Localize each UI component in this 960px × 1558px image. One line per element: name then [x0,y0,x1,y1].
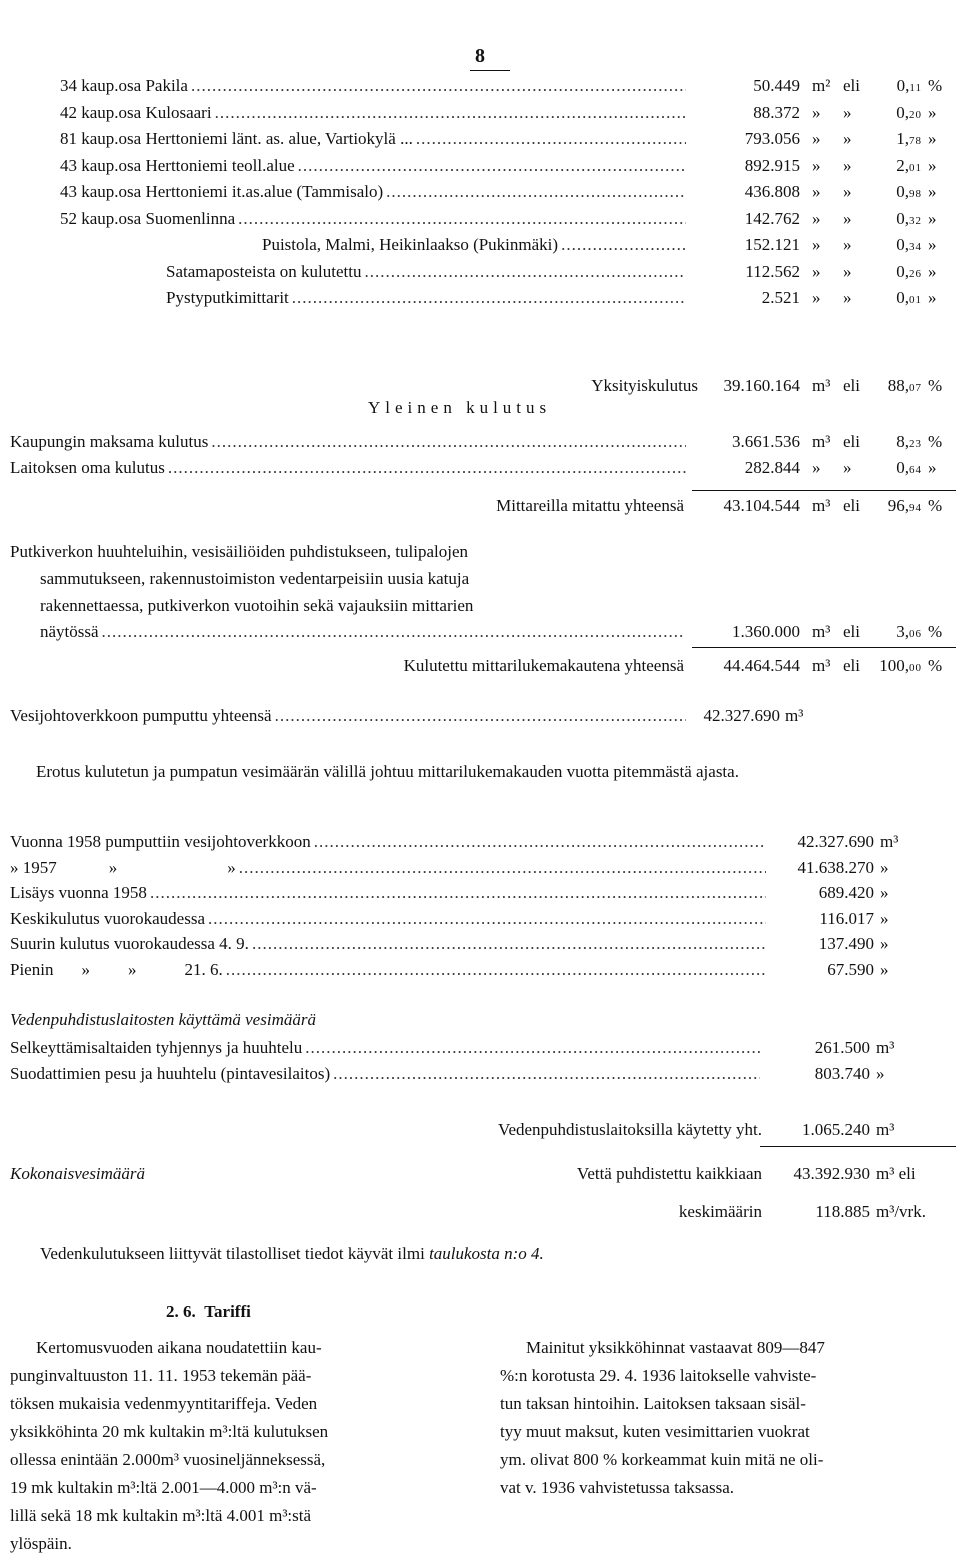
total-water-unit: m³ eli [876,1164,916,1183]
districts-label: Satamaposteista on kulutettu ..... [166,262,686,284]
districts-label: 52 kaup.osa Suomenlinna ..... [60,209,686,231]
general-eli: » [843,458,852,477]
districts-suffix: » [928,235,937,254]
purification-value: 803.740 [814,1064,870,1083]
private-total-value: 39.160.164 [723,376,800,395]
purification-total-rule [760,1146,956,1147]
general-eli: eli [843,432,860,451]
districts-unit: » [812,102,821,122]
general-value: 282.844 [744,458,800,477]
districts-unit: » [812,129,821,148]
districts-percent: 2,01 [896,155,922,175]
districts-value: 892.915 [744,155,800,175]
consumed-total-rule [692,647,956,648]
districts-value: 50.449 [753,76,800,95]
tariff-text-line: vat v. 1936 vahvistetussa taksassa. [500,1478,735,1497]
metered-total-label: Mittareilla mitattu yhteensä [496,496,684,515]
districts-label: Pystyputkimittarit ..... [166,288,686,310]
districts-eli: » [843,102,852,122]
metered-total-eli: eli [843,496,860,515]
tariff-text-line: Kertomusvuoden aikana noudatettiin kau- [36,1338,322,1357]
districts-unit: » [812,261,821,281]
general-unit: » [812,458,821,477]
yearly-label: Suurin kulutus vuorokaudessa 4. 9. ..... [10,934,766,956]
flushing-line-2: sammutukseen, rakennustoimiston vedentarpeisiin uusia katuja [40,569,470,588]
tariff-text-line: 19 mk kultakin m³:ltä 2.001—4.000 m³:n vä- [10,1478,317,1497]
metered-total-unit: m³ [812,496,831,515]
purification-heading: Vedenpuhdistuslaitosten käyttämä vesimäärä [10,1010,316,1029]
purification-label: Selkeyttämisaltaiden tyhjennys ja huuhtelu ..... [10,1038,760,1060]
flushing-percent: 3,06 [896,622,922,641]
districts-value: 142.762 [744,208,800,228]
purification-unit: m³ [876,1038,895,1057]
tariff-text-line: ollessa enintään 2.000m³ vuosineljänneksessä, [10,1450,326,1469]
tariff-left-column [10,1334,470,1558]
tariff-text-line: ylöspäin. [10,1534,72,1553]
pumped-value: 42.327.690 [703,706,780,725]
tariff-text-line: punginvaltuuston 11. 11. 1953 tekemän pää- [10,1366,312,1385]
districts-eli: » [843,129,852,148]
districts-value: 88.372 [753,102,800,122]
purification-value: 261.500 [814,1038,870,1057]
districts-percent: 0,98 [896,182,922,201]
districts-label: 43 kaup.osa Herttoniemi it.as.alue (Tammisalo) ..... [60,182,686,204]
yearly-label: Lisäys vuonna 1958 ..... [10,883,766,905]
districts-label: 42 kaup.osa Kulosaari ..... [60,103,686,125]
districts-suffix: » [928,208,937,228]
districts-percent: 0,26 [896,261,922,281]
districts-suffix: % [928,76,943,95]
purification-label: Suodattimien pesu ja huuhtelu (pintavesilaitos) ..... [10,1064,760,1086]
districts-value: 436.808 [744,182,800,201]
districts-label: 34 kaup.osa Pakila ..... [60,76,686,98]
consumed-total-label: Kulutettu mittarilukemakautena yhteensä [403,656,684,675]
purification-total-label: Vedenpuhdistuslaitoksilla käytetty yht. [498,1120,762,1139]
yearly-label: » 1957 » » ..... [10,858,766,880]
page-number: 8 [475,45,485,67]
districts-eli: » [843,208,852,228]
districts-percent: 0,20 [896,102,922,122]
yearly-value: 116.017 [819,908,874,928]
general-unit: m³ [812,432,831,451]
general-consumption-heading: Yleinen kulutus [368,398,552,417]
districts-value: 152.121 [744,235,800,254]
districts-suffix: » [928,288,937,307]
general-value: 3.661.536 [732,432,800,451]
yearly-unit: m³ [880,832,899,851]
districts-percent: 0,11 [896,76,922,95]
yearly-value: 137.490 [818,934,874,953]
purification-total-unit: m³ [876,1120,895,1139]
districts-suffix: » [928,182,937,201]
general-percent: 0,64 [896,458,922,477]
consumed-total-percent: 100,00 [879,656,922,675]
districts-value: 112.562 [745,261,800,281]
flushing-eli: eli [843,622,860,641]
districts-label: 81 kaup.osa Herttoniemi länt. as. alue, Vartiokylä ... ..... [60,129,686,151]
difference-paragraph: Erotus kulutetun ja pumpatun vesimäärän välillä johtuu mittarilukemakauden vuotta pitemmästä ajasta. [36,762,739,781]
total-water-line-label: Vettä puhdistettu kaikkiaan [576,1164,762,1183]
districts-eli: » [843,182,852,201]
yearly-unit: » [880,883,889,902]
districts-unit: » [812,182,821,201]
average-value: 118.885 [815,1202,870,1221]
page-number-rule [470,70,510,71]
districts-eli: » [843,235,852,254]
flushing-unit: m³ [812,622,831,641]
districts-percent: 1,78 [896,129,922,148]
tariff-text-line: yksikköhinta 20 mk kultakin m³:ltä kulutuksen [10,1422,329,1441]
districts-eli: eli [843,76,860,95]
districts-eli: » [843,288,852,307]
yearly-unit: » [880,934,889,953]
general-percent: 8,23 [896,432,922,451]
yearly-unit: » [880,908,889,928]
flushing-suffix: % [928,622,943,641]
private-total-unit: m³ [812,376,831,395]
stats-note: Vedenkulutukseen liittyvät tilastolliset tiedot käyvät ilmi taulukosta n:o 4. [40,1244,544,1263]
districts-percent: 0,32 [896,208,922,228]
general-label: Kaupungin maksama kulutus ..... [10,432,686,454]
total-water-value: 43.392.930 [793,1164,870,1183]
metered-total-percent: 96,94 [887,496,922,515]
districts-label: Puistola, Malmi, Heikinlaakso (Pukinmäki) ..... [262,235,686,257]
flushing-line-4: näytössä ..... [40,622,684,644]
flushing-line-3: rakennettaessa, putkiverkon vuotoihin sekä vajauksiin mittarien [40,596,474,615]
tariff-text-line: %:n korotusta 29. 4. 1936 laitokselle vahviste- [500,1366,817,1385]
flushing-value: 1.360.000 [732,622,800,641]
yearly-unit: » [880,959,889,979]
tariff-text-line: tun taksan hintoihin. Laitoksen taksaan sisäl- [500,1394,806,1413]
consumed-total-eli: eli [843,656,860,675]
tariff-text-line: töksen mukaisia vedenmyyntitariffeja. Veden [10,1394,318,1413]
yearly-value: 42.327.690 [797,832,874,851]
flushing-line-1: Putkiverkon huuhteluihin, vesisäiliöiden puhdistukseen, tulipalojen [10,542,469,561]
yearly-value: 67.590 [827,959,874,979]
private-total-percent: 88,07 [887,376,922,395]
districts-eli: » [843,155,852,175]
districts-eli: » [843,261,852,281]
tariff-text-line: tyy muut maksut, kuten vesimittarien vuokrat [500,1422,810,1441]
metered-total-value: 43.104.544 [723,496,800,515]
tariff-right-column [500,1334,956,1502]
districts-unit: » [812,155,821,175]
private-total-suffix: % [928,376,943,395]
tariff-text-line: ym. olivat 800 % korkeammat kuin mitä ne oli- [500,1450,824,1469]
average-unit: m³/vrk. [876,1202,926,1221]
average-label: keskimäärin [678,1202,762,1221]
districts-label: 43 kaup.osa Herttoniemi teoll.alue ..... [60,156,686,178]
pumped-label: Vesijohtoverkkoon pumputtu yhteensä ..... [10,706,686,728]
private-total-eli: eli [843,376,860,395]
general-suffix: » [928,458,937,477]
yearly-label: Keskikulutus vuorokaudessa ..... [10,909,766,931]
districts-unit: » [812,208,821,228]
districts-value: 793.056 [744,129,800,148]
purification-total-value: 1.065.240 [802,1120,870,1139]
private-total-label: Yksityiskulutus [591,376,698,395]
general-label: Laitoksen oma kulutus ..... [10,458,686,480]
tariff-text-line: lillä sekä 18 mk kultakin m³:ltä 4.001 m³:stä [10,1506,312,1525]
yearly-value: 41.638.270 [797,857,874,877]
consumed-total-suffix: % [928,656,943,675]
districts-percent: 0,01 [896,288,922,307]
yearly-value: 689.420 [818,883,874,902]
total-water-label: Kokonaisvesimäärä [10,1164,146,1183]
purification-unit: » [876,1064,885,1083]
general-suffix: % [928,432,943,451]
districts-unit: » [812,235,821,254]
yearly-label: Vuonna 1958 pumputtiin vesijohtoverkkoon ..... [10,832,766,854]
consumed-total-value: 44.464.544 [723,656,800,675]
districts-suffix: » [928,129,937,148]
districts-suffix: » [928,155,937,175]
pumped-unit: m³ [785,706,804,725]
metered-total-rule [692,490,956,491]
metered-total-suffix: % [928,496,943,515]
districts-suffix: » [928,102,937,122]
tariff-text-line: Mainitut yksikköhinnat vastaavat 809—847 [526,1338,825,1357]
districts-suffix: » [928,261,937,281]
districts-unit: m² [812,76,831,95]
districts-unit: » [812,288,821,307]
districts-percent: 0,34 [896,235,922,254]
yearly-unit: » [880,857,889,877]
yearly-label: Pienin » » 21. 6. ..... [10,960,766,982]
districts-value: 2.521 [761,288,800,307]
section-heading: 2. 6. Tariffi [166,1302,251,1321]
consumed-total-unit: m³ [812,656,831,675]
